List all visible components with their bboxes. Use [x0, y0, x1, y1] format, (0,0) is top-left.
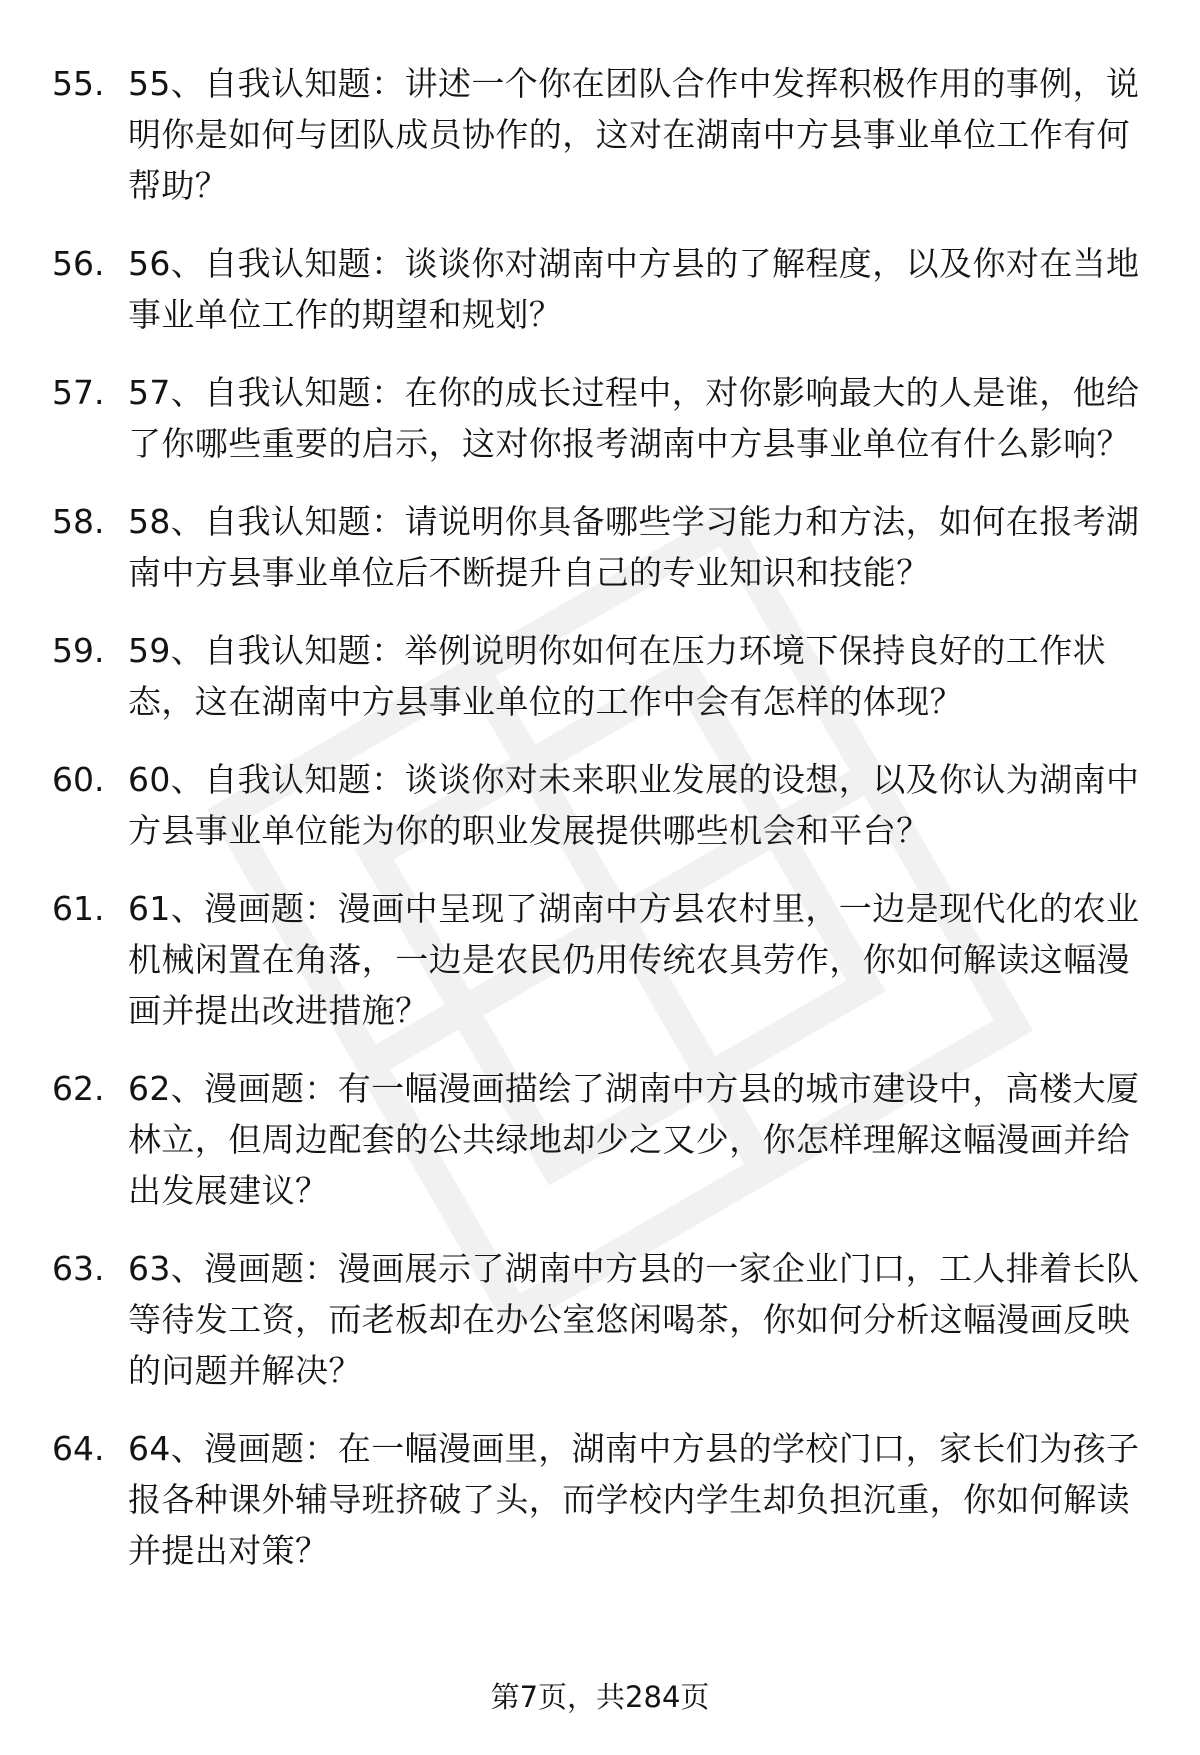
question-number: 64.: [52, 1429, 105, 1468]
question-number: 55.: [52, 64, 105, 103]
question-number: 60.: [52, 760, 105, 799]
question-item-61: [52, 883, 1152, 1036]
question-number: 57.: [52, 373, 105, 412]
question-text: 57、自我认知题：在你的成长过程中，对你影响最大的人是谁，他给了你哪些重要的启示，这对你报考湖南中方县事业单位有什么影响？: [128, 373, 1140, 463]
question-item-56: [52, 238, 1152, 340]
question-item-57: [52, 367, 1152, 469]
page-footer: 第7页，共284页: [490, 1680, 710, 1714]
question-text: 61、漫画题：漫画中呈现了湖南中方县农村里，一边是现代化的农业机械闲置在角落，一边是农民仍用传统农具劳作，你如何解读这幅漫画并提出改进措施？: [128, 889, 1140, 1030]
question-text: 56、自我认知题：谈谈你对湖南中方县的了解程度，以及你对在当地事业单位工作的期望和规划？: [128, 244, 1140, 334]
question-text: 63、漫画题：漫画展示了湖南中方县的一家企业门口，工人排着长队等待发工资，而老板却在办公室悠闲喝茶，你如何分析这幅漫画反映的问题并解决？: [128, 1249, 1140, 1390]
question-number: 61.: [52, 889, 105, 928]
question-item-55: [52, 58, 1152, 211]
question-text: 60、自我认知题：谈谈你对未来职业发展的设想，以及你认为湖南中方县事业单位能为你的职业发展提供哪些机会和平台？: [128, 760, 1140, 850]
question-item-62: [52, 1063, 1152, 1216]
question-item-58: [52, 496, 1152, 598]
question-item-64: [52, 1423, 1152, 1576]
question-number: 62.: [52, 1069, 105, 1108]
question-item-60: [52, 754, 1152, 856]
question-text: 58、自我认知题：请说明你具备哪些学习能力和方法，如何在报考湖南中方县事业单位后不断提升自己的专业知识和技能？: [128, 502, 1140, 592]
question-text: 62、漫画题：有一幅漫画描绘了湖南中方县的城市建设中，高楼大厦林立，但周边配套的公共绿地却少之又少，你怎样理解这幅漫画并给出发展建议？: [128, 1069, 1140, 1210]
question-number: 58.: [52, 502, 105, 541]
question-number: 63.: [52, 1249, 105, 1288]
question-number: 56.: [52, 244, 105, 283]
question-text: 55、自我认知题：讲述一个你在团队合作中发挥积极作用的事例，说明你是如何与团队成员协作的，这对在湖南中方县事业单位工作有何帮助？: [128, 64, 1140, 205]
question-text: 59、自我认知题：举例说明你如何在压力环境下保持良好的工作状态，这在湖南中方县事业单位的工作中会有怎样的体现？: [128, 631, 1106, 721]
question-number: 59.: [52, 631, 105, 670]
question-item-59: [52, 625, 1152, 727]
question-list: [52, 58, 1152, 1603]
question-item-63: [52, 1243, 1152, 1396]
question-text: 64、漫画题：在一幅漫画里，湖南中方县的学校门口，家长们为孩子报各种课外辅导班挤破了头，而学校内学生却负担沉重，你如何解读并提出对策？: [128, 1429, 1140, 1570]
